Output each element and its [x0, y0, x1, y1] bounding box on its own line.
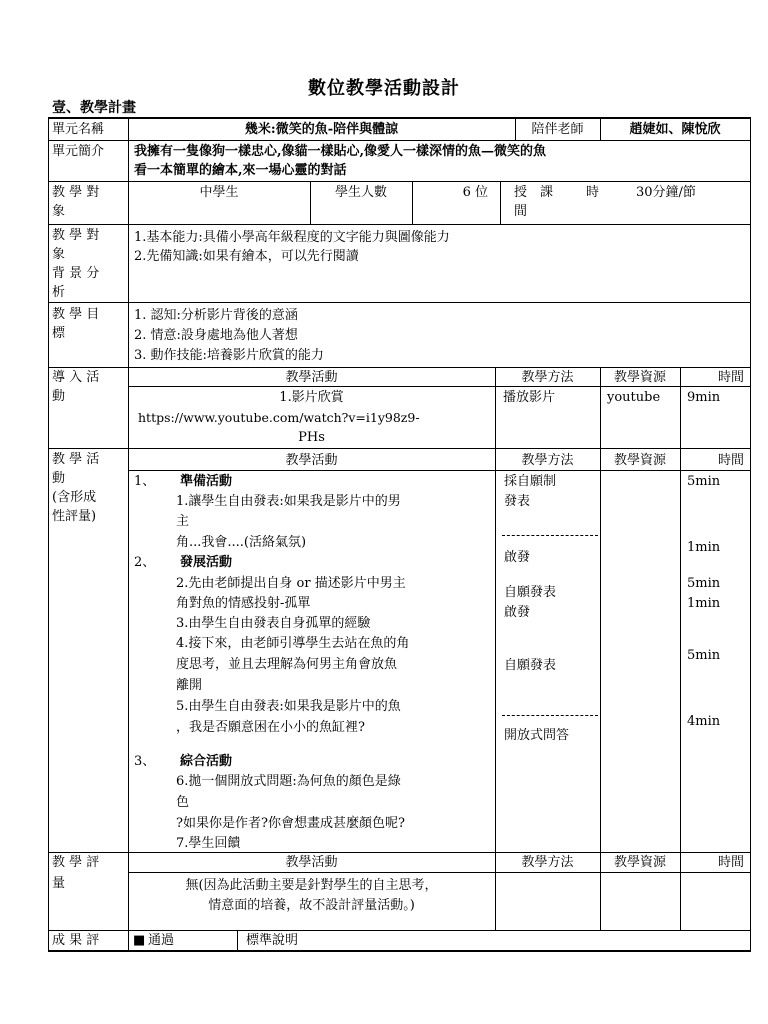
step-number: 1、 [134, 474, 156, 489]
method-item: 啟發 [504, 605, 531, 620]
activity-line: 3.由學生自由發表自身孤單的經驗 [176, 616, 371, 631]
activity-line: 角...我會....(活絡氣氛) [176, 535, 307, 550]
unit-name-label: 單元名稱 [52, 122, 105, 137]
background-line: 2.先備知識:如果有繪本，可以先行閱讀 [134, 249, 359, 264]
header-time: 時間 [717, 453, 744, 468]
step-heading: 發展活動 [180, 555, 233, 570]
background-label: 教 學 對 [52, 228, 100, 243]
result-label: 成 果 評 [52, 933, 100, 948]
header-method: 教學方法 [521, 453, 574, 468]
class-hours-label: 時 [586, 185, 600, 200]
activity-line: 度思考，並且去理解為何男主角會放魚 [176, 657, 398, 672]
student-count-label: 學生人數 [334, 185, 387, 200]
activity-line: 主 [176, 514, 190, 529]
activity-line: 離開 [176, 678, 203, 693]
method-item: 採自願制 [504, 474, 557, 489]
unit-intro-line1: 我擁有一隻像狗一樣忠心,像貓一樣貼心,像愛人一樣深情的魚—微笑的魚 [134, 144, 547, 159]
header-resource: 教學資源 [613, 855, 666, 870]
table-border [48, 950, 751, 952]
header-time: 時間 [717, 855, 744, 870]
class-hours-label: 授 課 [514, 185, 554, 200]
intro-label: 動 [52, 389, 66, 404]
activity-line: 5.由學生自由發表:如果我是影片中的魚 [176, 699, 401, 714]
target-label: 象 [52, 204, 66, 219]
table-border [750, 117, 751, 951]
table-rule [48, 224, 751, 225]
intro-resource: youtube [607, 390, 661, 405]
time-item: 5min [687, 474, 721, 489]
assess-label: 量 [52, 876, 66, 891]
page-title: 數位教學活動設計 [308, 78, 460, 99]
header-method: 教學方法 [521, 855, 574, 870]
table-border [48, 117, 751, 119]
time-item: 5min [687, 648, 721, 663]
activity-line: 4.接下來，由老師引導學生去站在魚的角 [176, 636, 410, 651]
background-label: 背 景 分 [52, 266, 100, 281]
class-hours-label: 間 [514, 204, 528, 219]
method-item: 啟發 [504, 550, 531, 565]
student-count: 6 位 [462, 185, 488, 200]
activity-line: ?如果你是作者?你會想畫成甚麼顏色呢? [176, 816, 405, 831]
activity-line: 色 [176, 795, 190, 810]
method-item: 發表 [504, 494, 531, 509]
step-number: 2、 [134, 555, 156, 570]
table-rule [500, 181, 501, 224]
header-resource: 教學資源 [613, 453, 666, 468]
header-activity: 教學活動 [285, 855, 338, 870]
table-rule [128, 117, 129, 951]
goal-line: 3. 動作技能:培養影片欣賞的能力 [134, 348, 324, 363]
header-time: 時間 [717, 370, 744, 385]
section-heading: 壹、教學計畫 [52, 100, 136, 116]
intro-video-link[interactable]: https://www.youtube.com/watch?v=i1y98z9- [138, 410, 420, 425]
time-item: 4min [687, 714, 721, 729]
table-rule [48, 302, 751, 303]
unit-intro-line2: 看一本簡單的繪本,來一場心靈的對話 [134, 163, 347, 178]
goal-line: 1. 認知:分析影片背後的意涵 [134, 308, 298, 323]
background-label: 象 [52, 247, 66, 262]
background-label: 析 [52, 285, 66, 300]
header-activity: 教學活動 [285, 370, 338, 385]
teacher-label: 陪伴老師 [531, 122, 584, 137]
step-heading: 綜合活動 [180, 754, 233, 769]
target-value: 中學生 [199, 185, 239, 200]
step-number: 3、 [134, 754, 156, 769]
activity-line: 2.先由老師提出自身 or 描述影片中男主 [176, 576, 406, 591]
method-divider [502, 715, 598, 716]
table-rule [48, 140, 751, 141]
activity-line: ，我是否願意困在小小的魚缸裡? [176, 720, 365, 735]
method-item: 自願發表 [504, 658, 557, 673]
unit-intro-label: 單元簡介 [52, 144, 105, 159]
table-border [48, 117, 49, 951]
intro-activity: 1.影片欣賞 [279, 390, 344, 405]
main-label: (含形成 [52, 490, 97, 505]
teacher-names: 趙婕如、陳悅欣 [629, 122, 721, 137]
pass-checkbox[interactable]: ■ [133, 933, 146, 948]
intro-video-link[interactable]: PHs [298, 430, 325, 445]
header-activity: 教學活動 [285, 453, 338, 468]
header-method: 教學方法 [521, 370, 574, 385]
time-item: 1min [687, 596, 721, 611]
assess-text: 情意面的培養，故不設計評量活動。) [208, 898, 415, 913]
table-rule [48, 448, 751, 449]
goals-label: 標 [52, 326, 66, 341]
time-item: 5min [687, 576, 721, 591]
target-label: 教 學 對 [52, 185, 100, 200]
table-rule [48, 181, 751, 182]
assess-label: 教 學 評 [52, 855, 100, 870]
goals-label: 教 學 目 [52, 307, 100, 322]
main-label: 教 學 活 [52, 452, 100, 467]
assess-text: 無(因為此活動主要是針對學生的自主思考， [185, 878, 438, 893]
unit-name-value: 幾米:微笑的魚-陪伴與體諒 [244, 122, 399, 137]
pass-label: 通過 [148, 933, 175, 948]
goal-line: 2. 情意:設身處地為他人著想 [134, 328, 298, 343]
table-rule [128, 872, 751, 873]
table-rule [237, 930, 238, 951]
activity-line: 角對魚的情感投射-孤單 [176, 596, 311, 611]
method-divider [502, 535, 598, 536]
activity-line: 6.拋一個開放式問題:為何魚的顏色是綠 [176, 774, 401, 789]
step-heading: 準備活動 [180, 474, 233, 489]
method-item: 自願發表 [504, 585, 557, 600]
method-item: 開放式問答 [504, 728, 570, 743]
background-line: 1.基本能力:具備小學高年級程度的文字能力與圖像能力 [134, 230, 450, 245]
intro-label: 導 入 活 [52, 370, 100, 385]
time-item: 1min [687, 540, 721, 555]
activity-line: 7.學生回饋 [176, 836, 241, 851]
intro-time: 9min [687, 390, 721, 405]
header-resource: 教學資源 [613, 370, 666, 385]
standard-label: 標準說明 [246, 933, 299, 948]
main-label: 性評量) [52, 509, 97, 524]
intro-method: 播放影片 [503, 390, 556, 405]
main-label: 動 [52, 471, 66, 486]
table-rule [128, 470, 751, 471]
class-hours: 30分鐘/節 [636, 185, 696, 200]
activity-line: 1.讓學生自由發表:如果我是影片中的男 [176, 494, 401, 509]
